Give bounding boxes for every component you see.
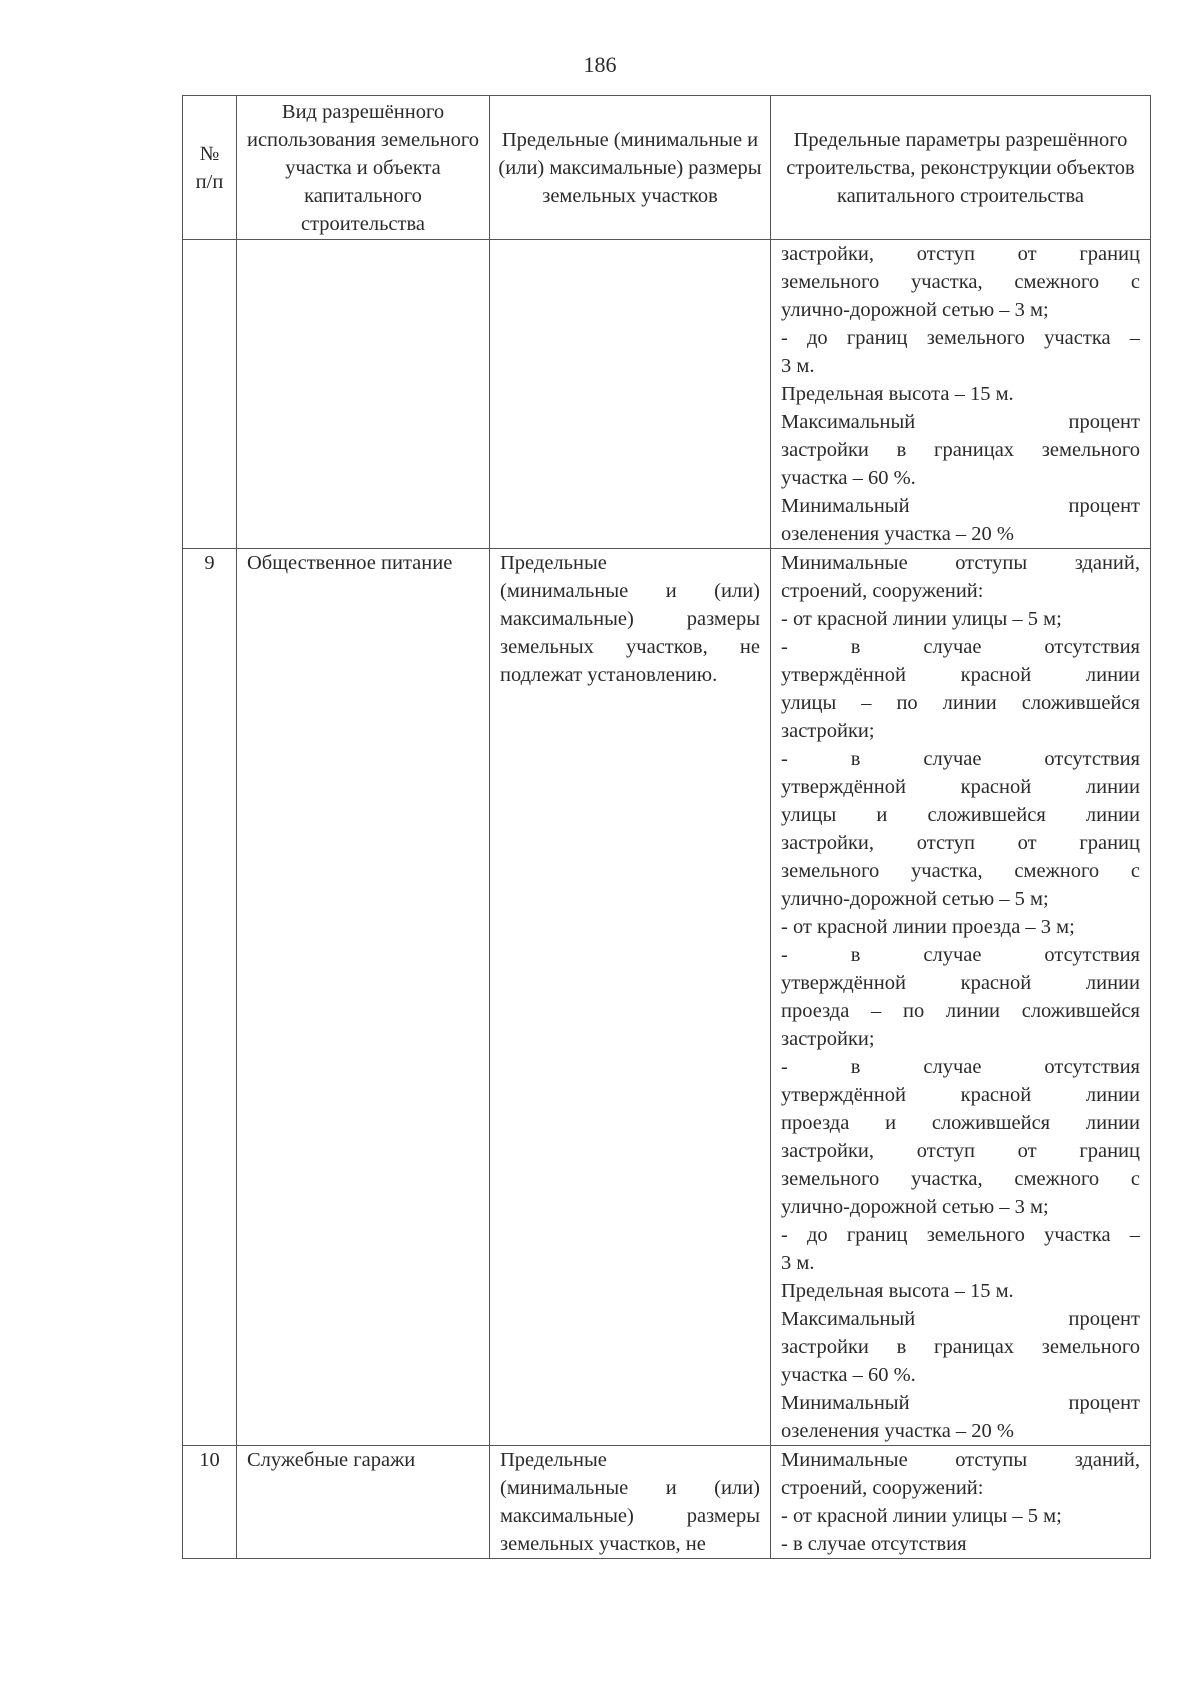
cell-line: земельных участков, не [500,1533,706,1555]
table-header-row [183,96,1151,240]
cell-line: озеленения участка – 20 % [781,1420,1015,1442]
cell-line: - от красной линии улицы – 5 м; [781,1505,1062,1527]
header-permitted-use: Вид разрешённого использования земельного участка и объекта капитального строительства [237,96,490,240]
cell-line: застройки в границах земельного [781,1336,1140,1358]
cell-line: подлежат установлению. [500,664,718,686]
cell-line: улично-дорожной сетью – 3 м; [781,299,1049,321]
cell-line: застройки, отступ от границ [781,243,1140,265]
cell-line: земельного участка, смежного с [781,860,1140,882]
cell-line: - до границ земельного участка – [781,327,1140,349]
row-permitted-use: Служебные гаражи [237,1446,490,1559]
header-construction-parameters: Предельные параметры разрешённого строительства, реконструкции объектов капитального строительства [771,96,1151,240]
cell-line: утверждённой красной линии [781,664,1140,686]
page-number: 186 [583,52,617,77]
cell-line: - в случае отсутствия [781,636,1140,658]
cell-line: - в случае отсутствия [781,748,1140,770]
cell-line: - в случае отсутствия [781,1056,1140,1078]
cell-line: Максимальный процент [781,1308,1140,1330]
row-number: 9 [183,549,237,1446]
land-use-regulations-table [182,95,1151,1559]
cell-line: (минимальные и (или) [500,1477,760,1499]
cell-line: - от красной линии проезда – 3 м; [781,916,1075,938]
cell-line: озеленения участка – 20 % [781,523,1015,545]
row-construction-parameters [771,1446,1151,1559]
row-plot-size-limits [490,1446,771,1559]
cell-line: Минимальный процент [781,495,1140,517]
table-row [183,1446,1151,1559]
cell-line: Предельные [500,1449,607,1471]
cell-line: застройки; [781,1028,875,1050]
row-plot-size-limits [490,549,771,1446]
cell-line: строений, сооружений: [781,580,984,602]
cell-line: утверждённой красной линии [781,1084,1140,1106]
cell-line: - до границ земельного участка – [781,1224,1140,1246]
row-construction-parameters [771,549,1151,1446]
row-permitted-use: Общественное питание [237,549,490,1446]
cell-line: земельных участков, не [500,636,760,658]
row-number [183,240,237,549]
cell-line: застройки; [781,720,875,742]
cell-line: застройки, отступ от границ [781,1140,1140,1162]
cell-line: застройки, отступ от границ [781,832,1140,854]
cell-line: застройки в границах земельного [781,439,1140,461]
cell-line: улицы и сложившейся линии [781,804,1140,826]
cell-line: максимальные) размеры [500,1505,760,1527]
cell-line: 3 м. [781,1252,815,1274]
cell-line: Минимальный процент [781,1392,1140,1414]
cell-line: максимальные) размеры [500,608,760,630]
table-row [183,549,1151,1446]
header-number: № п/п [183,96,237,240]
row-permitted-use [237,240,490,549]
cell-line: строений, сооружений: [781,1477,984,1499]
cell-line: - в случае отсутствия [781,1533,967,1555]
cell-line: земельного участка, смежного с [781,271,1140,293]
cell-line: участка – 60 %. [781,1364,916,1386]
cell-line: улично-дорожной сетью – 3 м; [781,1196,1049,1218]
cell-line: (минимальные и (или) [500,580,760,602]
cell-line: Минимальные отступы зданий, [781,552,1140,574]
cell-line: Предельная высота – 15 м. [781,383,1014,405]
cell-line: улицы – по линии сложившейся [781,692,1140,714]
row-plot-size-limits [490,240,771,549]
cell-line: участка – 60 %. [781,467,916,489]
table-row [183,240,1151,549]
cell-line: Максимальный процент [781,411,1140,433]
row-number: 10 [183,1446,237,1559]
cell-line: проезда – по линии сложившейся [781,1000,1140,1022]
cell-line: Минимальные отступы зданий, [781,1449,1140,1471]
row-construction-parameters [771,240,1151,549]
cell-line: улично-дорожной сетью – 5 м; [781,888,1049,910]
header-plot-size-limits: Предельные (минимальные и (или) максимальные) размеры земельных участков [490,96,771,240]
cell-line: - в случае отсутствия [781,944,1140,966]
cell-line: - от красной линии улицы – 5 м; [781,608,1062,630]
cell-line: проезда и сложившейся линии [781,1112,1140,1134]
cell-line: Предельные [500,552,607,574]
cell-line: земельного участка, смежного с [781,1168,1140,1190]
cell-line: 3 м. [781,355,815,377]
cell-line: утверждённой красной линии [781,972,1140,994]
cell-line: Предельная высота – 15 м. [781,1280,1014,1302]
cell-line: утверждённой красной линии [781,776,1140,798]
